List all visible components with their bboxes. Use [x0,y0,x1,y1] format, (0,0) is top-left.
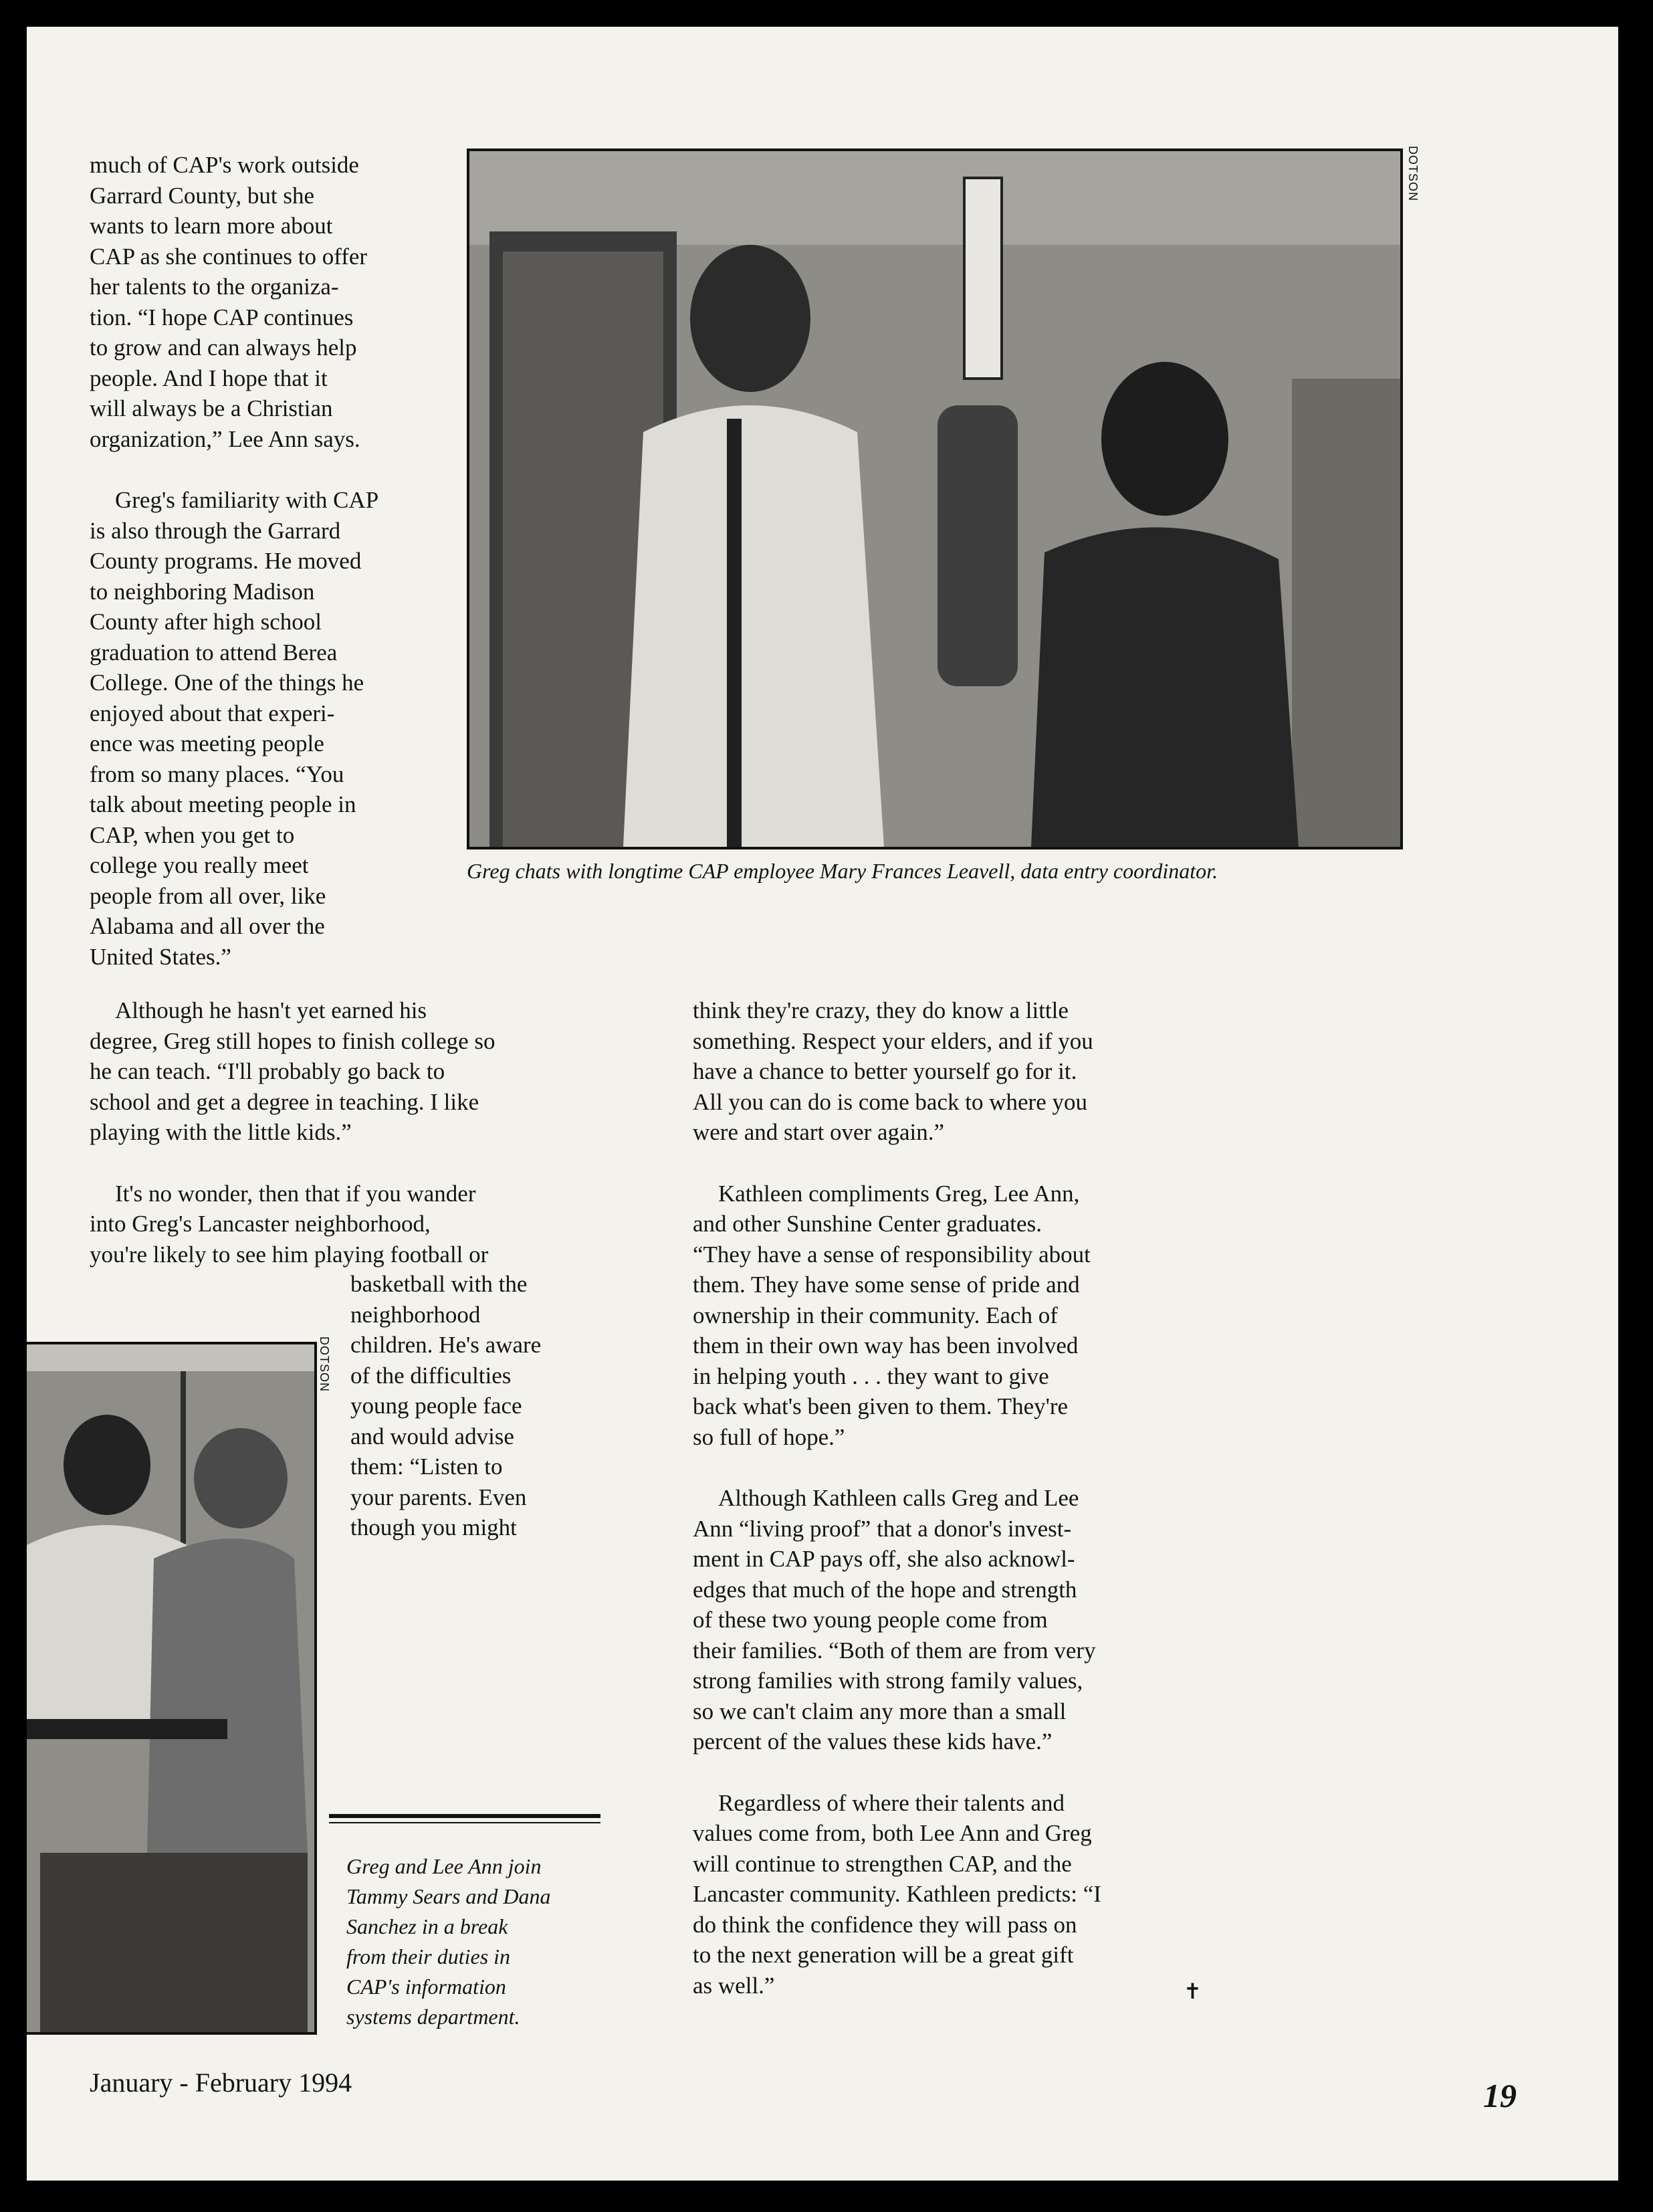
right-column-text [693,995,1254,2001]
text-line: so full of hope.” [693,1423,845,1450]
text-line: Ann “living proof” that a donor's invest- [693,1515,1072,1542]
magazine-page [27,27,1618,2181]
caption-rule-top [329,1814,600,1818]
text-line: young people face [350,1393,522,1419]
text-line: children. He's aware [350,1332,542,1358]
bottom-photo-greg-and-lee-ann [27,1342,317,2035]
text-line: them: “Listen to [350,1453,503,1480]
text-line: will always be a Christian [90,395,333,421]
text-line: will continue to strengthen CAP, and the [693,1850,1072,1877]
text-line: from their duties in [346,1944,511,1969]
top-photo-image [469,151,1400,847]
text-line: in helping youth . . . they want to give [693,1363,1049,1389]
text-line: organization,” Lee Ann says. [90,425,360,452]
text-line: Kathleen compliments Greg, Lee Ann, [718,1180,1080,1207]
text-line: CAP, when you get to [90,821,295,848]
text-line: Sanchez in a break [346,1914,508,1938]
text-line: Greg's familiarity with CAP [115,487,379,513]
text-line: do think the confidence they will pass on [693,1911,1077,1938]
text-line: their families. “Both of them are from very [693,1637,1096,1664]
text-line: CAP as she continues to offer [90,243,368,270]
text-line: talk about meeting people in [90,791,356,817]
text-line: United States.” [90,943,231,970]
text-line: Lancaster community. Kathleen predicts: “I [693,1881,1101,1907]
text-line: Regardless of where their talents and [718,1789,1065,1816]
text-line: something. Respect your elders, and if you [693,1027,1093,1054]
text-line: of these two young people come from [693,1607,1048,1633]
paragraph-neighborhood-continued [350,1269,631,1543]
text-line: into Greg's Lancaster neighborhood, [90,1211,431,1237]
bottom-photo-image [27,1344,314,2035]
text-line: school and get a degree in teaching. I like [90,1088,479,1115]
text-line: much of CAP's work outside [90,152,359,178]
text-line: people. And I hope that it [90,365,328,391]
text-line: and other Sunshine Center graduates. [693,1211,1042,1237]
text-line: so we can't claim any more than a small [693,1698,1067,1724]
footer-issue-date: January - February 1994 [90,2068,352,2098]
paragraph-respect-elders [693,995,1254,1148]
text-line: systems department. [346,2005,520,2029]
text-line: County after high school [90,609,322,635]
text-line: Greg and Lee Ann join [346,1854,542,1878]
text-line: think they're crazy, they do know a little [693,997,1069,1023]
text-line: to the next generation will be a great gift [693,1942,1074,1968]
top-photo-caption: Greg chats with longtime CAP employee Mary Frances Leavell, data entry coordinator. [467,859,1218,883]
text-line: enjoyed about that experi- [90,700,335,726]
text-line: basketball with the [350,1271,528,1297]
text-line: strong families with strong family values, [693,1668,1083,1694]
text-line: back what's been given to them. They're [693,1393,1069,1419]
text-line: CAP's information [346,1975,506,1999]
text-line: her talents to the organiza- [90,274,339,300]
text-line: tion. “I hope CAP continues [90,304,354,330]
paragraph-regardless [693,1788,1254,2001]
paragraph-greg-familiarity [90,485,464,972]
text-line: Although Kathleen calls Greg and Lee [718,1485,1079,1511]
lower-left-text [90,995,665,1270]
bottom-photo-credit: DOTSON [318,1336,331,1393]
text-line: degree, Greg still hopes to finish college so [90,1027,495,1054]
text-line: and would advise [350,1423,514,1449]
paragraph-neighborhood [90,1179,665,1270]
text-line: were and start over again.” [693,1119,945,1145]
text-line: to grow and can always help [90,334,357,361]
text-line: edges that much of the hope and strength [693,1576,1077,1603]
text-line: from so many places. “You [90,761,344,787]
text-line: College. One of the things he [90,670,364,696]
text-line: is also through the Garrard [90,517,341,544]
top-photo-credit: DOTSON [1406,146,1420,202]
text-line: playing with the little kids.” [90,1119,352,1145]
text-line: people from all over, like [90,882,326,909]
text-line: values come from, both Lee Ann and Greg [693,1820,1092,1846]
paragraph-greg-degree [90,995,665,1148]
column1-text [90,150,464,972]
text-line: Although he hasn't yet earned his [115,997,427,1023]
bottom-photo-caption [346,1851,614,2032]
text-line: ownership in their community. Each of [693,1302,1058,1328]
text-line: Garrard County, but she [90,182,314,209]
text-line: of the difficulties [350,1362,512,1389]
text-line: he can teach. “I'll probably go back to [90,1058,445,1084]
text-line: though you might [350,1514,517,1540]
text-line: them in their own way has been involved [693,1332,1079,1359]
text-line: you're likely to see him playing football or [90,1241,489,1268]
text-line: All you can do is come back to where you [693,1088,1087,1115]
paragraph-kathleen-compliments [693,1179,1254,1453]
bottom-caption-text [346,1851,614,2032]
text-line: have a chance to better yourself go for it. [693,1058,1077,1084]
text-line: to neighboring Madison [90,578,315,605]
text-line: Alabama and all over the [90,913,325,939]
text-line: your parents. Even [350,1484,527,1510]
text-line: them. They have some sense of pride and [693,1272,1080,1298]
text-line: County programs. He moved [90,548,362,574]
lower-left-narrow-text [350,1269,631,1543]
text-line: graduation to attend Berea [90,639,338,666]
text-line: ence was meeting people [90,730,324,757]
caption-rule-bottom [329,1822,600,1823]
footer-page-number: 19 [1483,2077,1517,2114]
paragraph-lee-ann-end [90,150,464,454]
text-line: Tammy Sears and Dana [346,1884,551,1908]
text-line: college you really meet [90,852,309,878]
text-line: percent of the values these kids have.” [693,1728,1053,1754]
text-line: neighborhood [350,1301,481,1328]
text-line: wants to learn more about [90,213,333,239]
text-line: as well.” [693,1972,775,1999]
text-line: “They have a sense of responsibility about [693,1241,1091,1268]
end-mark-icon: ✝ [1184,1979,1202,2004]
text-line: ment in CAP pays off, she also acknowl- [693,1546,1075,1572]
paragraph-living-proof [693,1483,1254,1757]
top-photo-greg-and-mary [467,148,1403,849]
text-line: It's no wonder, then that if you wander [115,1180,476,1207]
